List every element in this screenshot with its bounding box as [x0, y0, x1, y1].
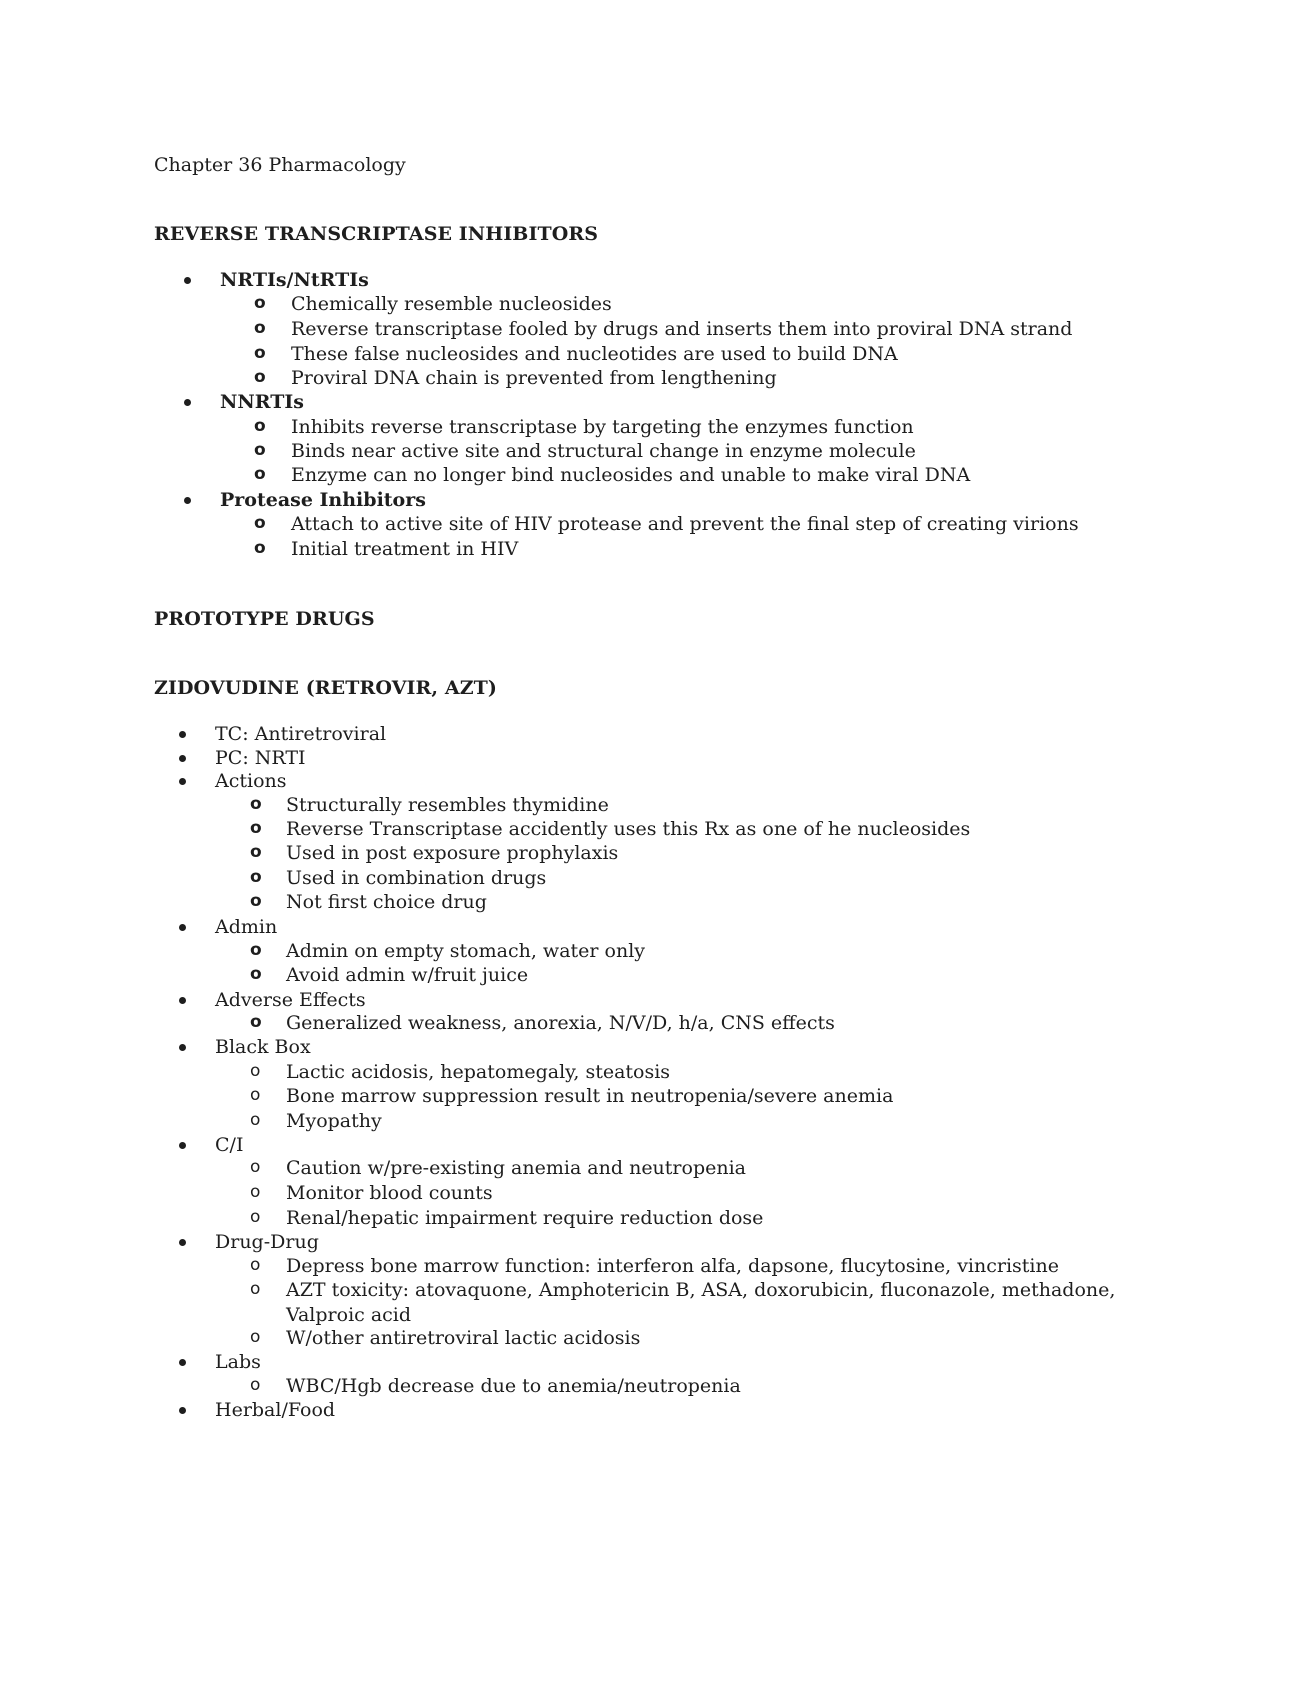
list-item-labs: Labs — [215, 1351, 261, 1373]
sub-item: Depress bone marrow function: interferon alfa, dapsone, flucytosine, vincristine — [286, 1255, 1059, 1277]
bullet-icon — [184, 497, 191, 504]
circle-bullet-icon: o — [250, 1061, 261, 1081]
sub-item: Inhibits reverse transcriptase by targeting the enzymes function — [291, 416, 914, 438]
sub-item-continuation: Valproic acid — [286, 1304, 412, 1326]
sub-item: Admin on empty stomach, water only — [286, 940, 646, 962]
sub-item: These false nucleosides and nucleotides are used to build DNA — [291, 343, 898, 365]
bullet-icon — [179, 778, 186, 785]
bullet-icon — [179, 1044, 186, 1051]
sub-item: WBC/Hgb decrease due to anemia/neutropenia — [286, 1375, 741, 1397]
bullet-icon — [179, 997, 186, 1004]
list-item-adverse: Adverse Effects — [215, 989, 366, 1011]
list-item-protease: Protease Inhibitors — [220, 489, 426, 511]
list-item-admin: Admin — [215, 916, 278, 938]
circle-bullet-icon: o — [250, 1327, 261, 1347]
section-heading-rti: REVERSE TRANSCRIPTASE INHIBITORS — [154, 223, 599, 245]
circle-bullet-icon: o — [250, 1157, 261, 1177]
bullet-icon — [179, 1142, 186, 1149]
sub-item: Myopathy — [286, 1110, 382, 1132]
sub-item: Binds near active site and structural change in enzyme molecule — [291, 440, 916, 462]
sub-item: Avoid admin w/fruit juice — [286, 964, 529, 986]
bullet-icon — [179, 1407, 186, 1414]
list-item-herbal: Herbal/Food — [215, 1399, 336, 1421]
circle-bullet-icon: o — [254, 538, 266, 558]
bullet-icon — [179, 1239, 186, 1246]
sub-item: Not first choice drug — [286, 891, 487, 913]
circle-bullet-icon: o — [250, 1085, 261, 1105]
list-item-drugdrug: Drug-Drug — [215, 1231, 319, 1253]
circle-bullet-icon: o — [250, 1012, 262, 1032]
sub-item: Monitor blood counts — [286, 1182, 493, 1204]
circle-bullet-icon: o — [250, 940, 262, 960]
section-heading-zidovudine: ZIDOVUDINE (RETROVIR, AZT) — [154, 677, 497, 699]
circle-bullet-icon: o — [254, 318, 266, 338]
sub-item: Reverse Transcriptase accidently uses this Rx as one of he nucleosides — [286, 818, 971, 840]
circle-bullet-icon: o — [254, 440, 266, 460]
sub-item: Enzyme can no longer bind nucleosides and unable to make viral DNA — [291, 464, 971, 486]
circle-bullet-icon: o — [250, 1375, 261, 1395]
chapter-title: Chapter 36 Pharmacology — [154, 154, 406, 176]
circle-bullet-icon: o — [254, 416, 266, 436]
list-item-pc: PC: NRTI — [215, 747, 306, 769]
circle-bullet-icon: o — [254, 367, 266, 387]
sub-item: AZT toxicity: atovaquone, Amphotericin B, ASA, doxorubicin, fluconazole, methadone, — [286, 1279, 1116, 1301]
circle-bullet-icon: o — [250, 842, 262, 862]
circle-bullet-icon: o — [250, 1182, 261, 1202]
circle-bullet-icon: o — [250, 1255, 261, 1275]
circle-bullet-icon: o — [250, 867, 262, 887]
sub-item: Structurally resembles thymidine — [286, 794, 609, 816]
bullet-icon — [179, 755, 186, 762]
circle-bullet-icon: o — [254, 513, 266, 533]
sub-item: Used in post exposure prophylaxis — [286, 842, 619, 864]
bullet-icon — [184, 277, 191, 284]
sub-item: Chemically resemble nucleosides — [291, 293, 612, 315]
sub-item: Generalized weakness, anorexia, N/V/D, h/a, CNS effects — [286, 1012, 835, 1034]
list-item-ci: C/I — [215, 1134, 244, 1156]
list-item-blackbox: Black Box — [215, 1036, 311, 1058]
sub-item: Initial treatment in HIV — [291, 538, 519, 560]
circle-bullet-icon: o — [250, 891, 262, 911]
section-heading-prototype: PROTOTYPE DRUGS — [154, 608, 375, 630]
sub-item: Lactic acidosis, hepatomegaly, steatosis — [286, 1061, 671, 1083]
circle-bullet-icon: o — [250, 964, 262, 984]
list-item-actions: Actions — [215, 770, 287, 792]
circle-bullet-icon: o — [250, 794, 262, 814]
list-item-tc: TC: Antiretroviral — [215, 723, 387, 745]
sub-item: Attach to active site of HIV protease and prevent the final step of creating virions — [291, 513, 1079, 535]
list-item-nrti: NRTIs/NtRTIs — [220, 269, 369, 291]
circle-bullet-icon: o — [250, 1207, 261, 1227]
bullet-icon — [179, 1359, 186, 1366]
list-item-nnrti: NNRTIs — [220, 391, 304, 413]
circle-bullet-icon: o — [250, 1279, 261, 1299]
sub-item: Bone marrow suppression result in neutropenia/severe anemia — [286, 1085, 894, 1107]
circle-bullet-icon: o — [250, 818, 262, 838]
sub-item: Caution w/pre-existing anemia and neutropenia — [286, 1157, 746, 1179]
sub-item: Proviral DNA chain is prevented from lengthening — [291, 367, 777, 389]
circle-bullet-icon: o — [254, 293, 266, 313]
sub-item: Used in combination drugs — [286, 867, 547, 889]
sub-item: Renal/hepatic impairment require reduction dose — [286, 1207, 764, 1229]
bullet-icon — [179, 924, 186, 931]
circle-bullet-icon: o — [254, 464, 266, 484]
bullet-icon — [179, 731, 186, 738]
sub-item: W/other antiretroviral lactic acidosis — [286, 1327, 641, 1349]
bullet-icon — [184, 399, 191, 406]
circle-bullet-icon: o — [250, 1110, 261, 1130]
sub-item: Reverse transcriptase fooled by drugs and inserts them into proviral DNA strand — [291, 318, 1073, 340]
circle-bullet-icon: o — [254, 343, 266, 363]
